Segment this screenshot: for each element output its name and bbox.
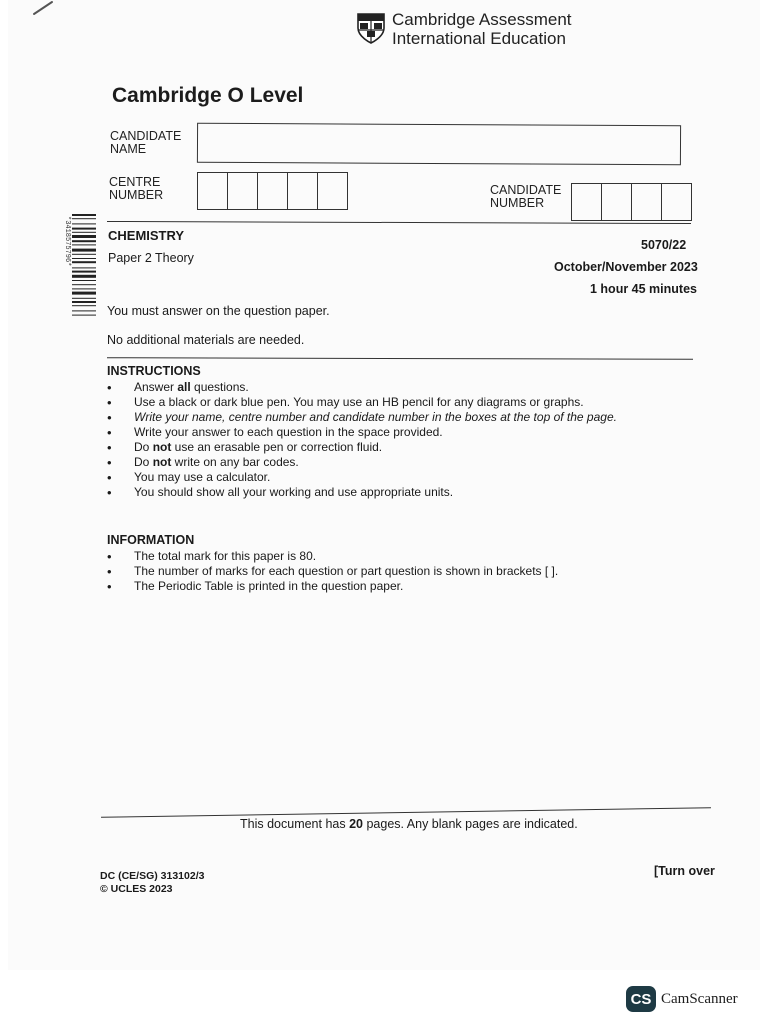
barcode-bar xyxy=(72,218,96,219)
candidate-number-label-line1: CANDIDATE xyxy=(490,183,562,197)
barcode-bar xyxy=(72,244,96,245)
barcode-bar xyxy=(72,261,96,263)
requirement-text: You must answer on the question paper. xyxy=(107,304,330,318)
candidate-digit-box[interactable] xyxy=(662,184,691,220)
centre-digit-box[interactable] xyxy=(228,173,258,209)
paper-name: Paper 2 Theory xyxy=(108,251,194,265)
subject-title: CHEMISTRY xyxy=(108,228,185,243)
candidate-digit-box[interactable] xyxy=(602,184,632,220)
list-item: • Do not use an erasable pen or correction fluid. xyxy=(107,440,617,455)
barcode-bar xyxy=(72,254,96,255)
candidate-number-label xyxy=(490,184,561,210)
barcode-image xyxy=(62,212,98,346)
list-item: • The number of marks for each question or part question is shown in brackets [ ]. xyxy=(107,564,558,579)
list-item: • Write your name, centre number and candidate number in the boxes at the top of the page. xyxy=(107,410,617,425)
list-item: • Write your answer to each question in the space provided. xyxy=(107,425,617,440)
list-item: • The Periodic Table is printed in the question paper. xyxy=(107,579,558,594)
candidate-name-label-line2: NAME xyxy=(110,142,147,156)
camscanner-badge: CS xyxy=(626,986,656,1012)
list-item: • Answer all questions. xyxy=(107,380,617,395)
list-item: • Use a black or dark blue pen. You may use an HB pencil for any diagrams or graphs. xyxy=(107,395,617,410)
barcode-bar xyxy=(72,305,96,306)
barcode-bar xyxy=(72,267,96,268)
barcode-bar xyxy=(72,235,96,238)
information-list xyxy=(107,549,558,594)
turn-over-label: [Turn over xyxy=(654,864,715,878)
list-item: • You may use a calculator. xyxy=(107,470,617,485)
candidate-digit-box[interactable] xyxy=(632,184,662,220)
centre-digit-box[interactable] xyxy=(198,173,228,209)
list-item: • The total mark for this paper is 80. xyxy=(107,549,558,564)
copyright-notice: © UCLES 2023 xyxy=(100,883,173,895)
camscanner-watermark xyxy=(626,986,738,1012)
page-count-number: 20 xyxy=(349,817,363,831)
materials-text: No additional materials are needed. xyxy=(107,333,305,347)
barcode-bar xyxy=(72,249,96,252)
logo-line-1: Cambridge Assessment xyxy=(392,10,572,29)
barcode-bar xyxy=(72,298,96,299)
barcode-bar xyxy=(72,280,96,281)
pen-stroke-mark xyxy=(32,0,54,16)
barcode-bar xyxy=(72,223,96,224)
barcode-bar xyxy=(72,240,96,242)
barcode-bar xyxy=(72,288,96,289)
page-count-suffix: pages. Any blank pages are indicated. xyxy=(363,817,578,831)
page-title: Cambridge O Level xyxy=(112,84,304,107)
centre-digit-box[interactable] xyxy=(288,173,318,209)
document-reference: DC (CE/SG) 313102/3 xyxy=(100,870,205,882)
instructions-list xyxy=(107,380,617,500)
barcode-bar xyxy=(72,275,96,278)
candidate-name-box[interactable] xyxy=(197,123,681,166)
barcode-bar xyxy=(72,292,96,295)
page-count-prefix: This document has xyxy=(240,817,350,831)
centre-number-label-line1: CENTRE xyxy=(109,175,161,189)
centre-number-label xyxy=(109,176,163,202)
barcode-bar xyxy=(72,310,96,311)
barcode-bar xyxy=(72,232,96,233)
barcode-bar xyxy=(72,284,96,285)
barcode-digits: *3418575796* xyxy=(63,216,71,267)
barcode-bar xyxy=(72,258,96,259)
candidate-name-label-line1: CANDIDATE xyxy=(110,129,182,143)
candidate-number-boxes[interactable] xyxy=(571,183,692,221)
barcode-bar xyxy=(72,228,96,230)
crest-shield-icon xyxy=(356,12,386,44)
barcode-bar xyxy=(72,301,96,303)
centre-number-boxes[interactable] xyxy=(197,172,348,210)
barcode-bar xyxy=(72,271,96,273)
centre-digit-box[interactable] xyxy=(318,173,347,209)
candidate-number-label-line2: NUMBER xyxy=(490,196,545,210)
cambridge-logo xyxy=(356,10,572,48)
instructions-heading: INSTRUCTIONS xyxy=(107,364,201,378)
information-heading: INFORMATION xyxy=(107,533,195,547)
exam-duration: 1 hour 45 minutes xyxy=(590,282,697,296)
exam-session: October/November 2023 xyxy=(554,260,698,274)
candidate-digit-box[interactable] xyxy=(572,184,602,220)
list-item: • Do not write on any bar codes. xyxy=(107,455,617,470)
logo-line-2: International Education xyxy=(392,29,566,48)
paper-code: 5070/22 xyxy=(641,238,687,252)
centre-number-label-line2: NUMBER xyxy=(109,188,164,202)
list-item: • You should show all your working and use appropriate units. xyxy=(107,485,617,500)
barcode-bar xyxy=(72,214,96,216)
candidate-name-label xyxy=(110,130,181,156)
centre-digit-box[interactable] xyxy=(258,173,288,209)
camscanner-name: CamScanner xyxy=(661,990,738,1007)
page-count-note xyxy=(240,817,578,831)
barcode-bar xyxy=(72,315,96,316)
